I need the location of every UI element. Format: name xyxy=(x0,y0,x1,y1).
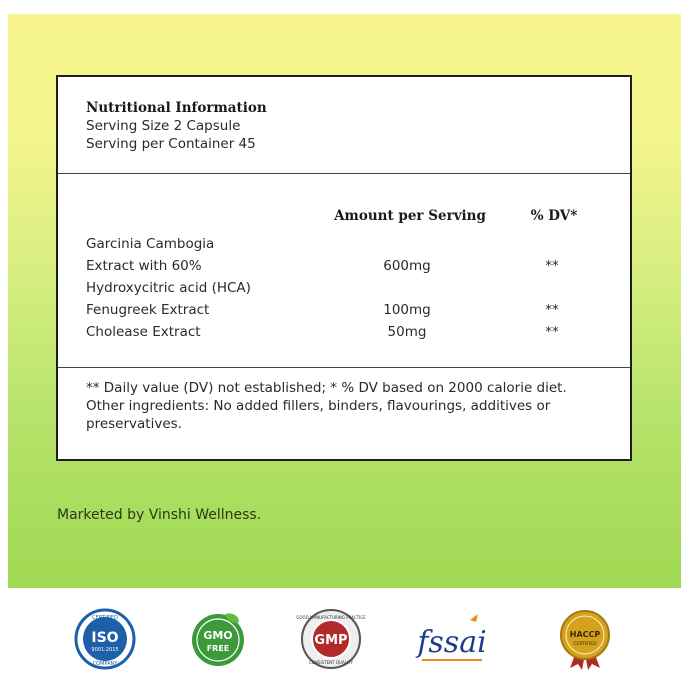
column-header-dv: % DV* xyxy=(530,208,578,224)
haccp-certified-badge xyxy=(554,608,616,670)
fssai-logo xyxy=(412,608,492,670)
fssai-text: fssai xyxy=(417,625,487,660)
row-name: Garcinia Cambogia xyxy=(86,236,215,252)
row-dv: ** xyxy=(545,324,559,340)
iso-main-text: ISO xyxy=(91,630,119,646)
servings-per-container: Serving per Container 45 xyxy=(86,136,256,152)
haccp-main-text: HACCP xyxy=(569,630,601,639)
divider-bottom xyxy=(58,367,630,368)
haccp-sub-text: CERTIFIED xyxy=(573,642,597,647)
divider-top xyxy=(58,173,630,174)
row-amount: 50mg xyxy=(387,324,427,340)
gmp-bottom-text: CONSISTENT QUALITY xyxy=(309,660,353,665)
gmo-sub-text: FREE xyxy=(206,644,230,653)
row-name: Hydroxycitric acid (HCA) xyxy=(86,280,251,296)
nutrition-label xyxy=(56,75,632,461)
row-dv: ** xyxy=(545,302,559,318)
gmo-main-text: GMO xyxy=(203,629,233,642)
iso-top-text: CERTIFIED xyxy=(92,615,118,621)
iso-certified-badge xyxy=(74,608,136,670)
iso-bottom-text: COMPANY xyxy=(92,661,118,667)
gmp-ring-text: GOOD MANUFACTURING PRACTICE xyxy=(296,615,366,620)
gmp-main-text: GMP xyxy=(314,633,348,648)
marketed-by: Marketed by Vinshi Wellness. xyxy=(57,507,262,523)
serving-size: Serving Size 2 Capsule xyxy=(86,118,241,134)
row-dv: ** xyxy=(545,258,559,274)
iso-sub-text: 9001:2015 xyxy=(91,647,119,653)
footnote xyxy=(86,379,606,433)
column-header-amount: Amount per Serving xyxy=(334,208,486,224)
row-amount: 100mg xyxy=(383,302,431,318)
footnote-line: preservatives. xyxy=(86,416,182,432)
gmo-free-badge xyxy=(187,608,249,670)
fssai-accent-icon xyxy=(470,614,478,622)
footnote-line: ** Daily value (DV) not established; * % DV based on 2000 calorie diet. xyxy=(86,380,567,396)
row-amount: 600mg xyxy=(383,258,431,274)
row-name: Fenugreek Extract xyxy=(86,302,210,318)
gmp-badge xyxy=(296,608,366,670)
footnote-line: Other ingredients: No added fillers, binders, flavourings, additives or xyxy=(86,398,551,414)
row-name: Cholease Extract xyxy=(86,324,201,340)
row-name: Extract with 60% xyxy=(86,258,202,274)
label-title: Nutritional Information xyxy=(86,100,267,116)
